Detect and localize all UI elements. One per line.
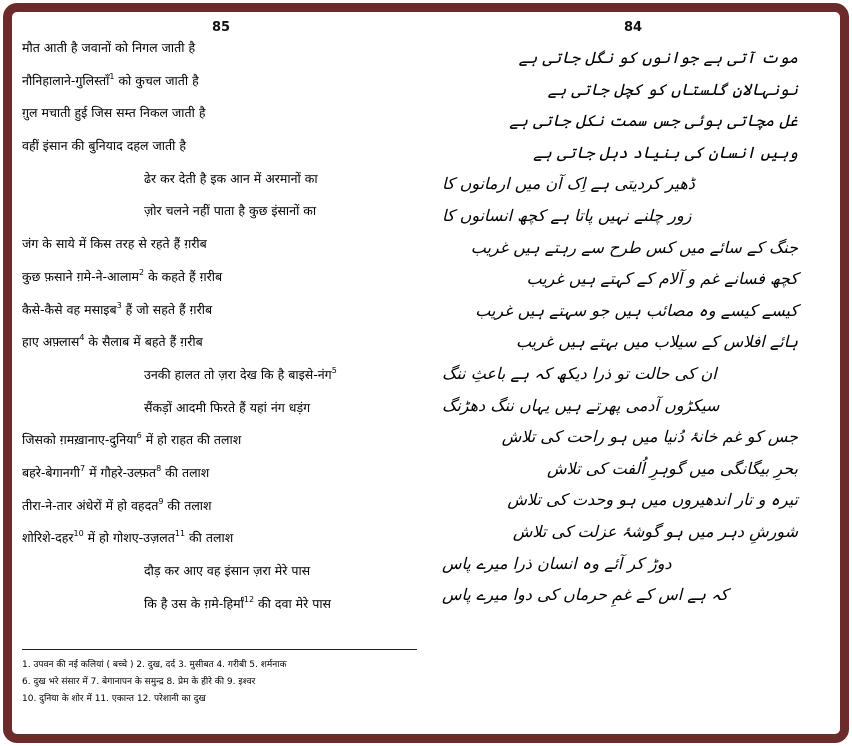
book-spread-frame: [3, 3, 849, 743]
hindi-line-text: में हो राहत की तलाश: [141, 432, 242, 448]
hindi-line-text: नौनिहालाने-गुलिस्ताँ: [22, 72, 110, 88]
hindi-line: [22, 588, 432, 621]
right-page-number: 84: [624, 20, 643, 35]
urdu-line: وہیں انسان کی بنیاد دہل جاتی ہے: [533, 142, 798, 162]
hindi-line: [22, 326, 432, 359]
urdu-line: موت آتی ہے جوانوں کو نگل جاتی ہے: [518, 48, 798, 67]
hindi-line-text: वहीं इंसान की बुनियाद दहल जाती है: [22, 138, 186, 154]
urdu-line: زور چلنے نہیں پاتا ہے کچھ انسانوں کا: [442, 205, 692, 225]
hindi-line-text: की तलाश: [185, 530, 234, 546]
hindi-line: [22, 522, 432, 555]
hindi-line-text: उनकी हालत तो ज़रा देख कि है बाइसे-नंग: [144, 366, 332, 382]
urdu-line: کہ ہے اس کے غمِ حرماں کی دوا میرے پاس: [442, 585, 729, 605]
urdu-line: کچھ فسانے غم و آلام کے کہتے ہیں غریب: [526, 269, 798, 289]
hindi-line-text: हैं जो सहते हैं ग़रीब: [121, 301, 213, 317]
hindi-line: [22, 261, 432, 294]
hindi-line: [22, 359, 432, 392]
footnote-marker: 1: [109, 71, 115, 81]
footnote-marker: 9: [158, 496, 164, 506]
footnote-marker: 7: [80, 463, 86, 473]
hindi-line: [22, 32, 432, 65]
hindi-line: [22, 65, 432, 98]
hindi-line-text: की तलाश: [161, 464, 210, 480]
hindi-poem-column: [22, 32, 432, 620]
urdu-line: ہائے افلاس کے سیلاب میں بہتے ہیں غریب: [515, 332, 798, 352]
urdu-poem-column: [442, 42, 798, 611]
urdu-line: ان کی حالت تو ذرا دیکھ کہ ہے باعثِ ننگ: [442, 363, 717, 383]
urdu-line: دوڑ کر آئے وہ انسان ذرا میرے پاس: [442, 553, 672, 573]
urdu-line: ڈھیر کردیتی ہے اِک آن میں ارمانوں کا: [442, 174, 695, 194]
urdu-line: کیسے کیسے وہ مصائب ہیں جو سہتے ہیں غریب: [475, 300, 798, 320]
hindi-line-text: ढेर कर देती है इक आन में अरमानों का: [144, 170, 318, 186]
hindi-line-text: तीरा-ने-तार अंधेरों में हो वहदत: [22, 497, 159, 513]
urdu-line: سیکڑوں آدمی پھرتے ہیں یہاں ننگ دھڑنگ: [442, 395, 720, 415]
hindi-line: [22, 228, 432, 261]
hindi-line: [22, 490, 432, 523]
footnote-marker: 12: [243, 594, 255, 604]
hindi-line-text: कुछ फ़साने ग़मे-ने-आलाम: [22, 268, 140, 284]
urdu-line: شورشِ دہر میں ہو گوشۂ عزلت کی تلاش: [512, 521, 798, 541]
hindi-line-text: ग़ुल मचाती हुई जिस सम्त निकल जाती है: [22, 105, 206, 121]
urdu-line: نونہالانِ گلستاں کو کچل جاتی ہے: [547, 79, 798, 99]
urdu-line: تیرہ و تار اندھیروں میں ہو وحدت کی تلاش: [507, 490, 798, 510]
hindi-line-text: को कुचल जाती है: [114, 72, 199, 88]
hindi-line-text: मौत आती है जवानों को निगल जाती है: [22, 40, 196, 55]
urdu-line: جنگ کے سائے میں کس طرح سے رہتے ہیں غریب: [470, 237, 798, 257]
hindi-line-text: में गौहरे-उल्फ़त: [85, 464, 157, 480]
hindi-line-text: दौड़ कर आए वह इंसान ज़रा मेरे पास: [144, 563, 311, 578]
footnotes-block: [22, 657, 432, 708]
hindi-line-text: कि है उस के ग़मे-हिर्मां: [144, 595, 244, 611]
footnote-marker: 5: [331, 365, 337, 375]
hindi-line: [22, 163, 432, 196]
hindi-line-text: सैंकड़ों आदमी फिरते हैं यहां नंग धड़ंग: [144, 399, 311, 415]
footnote-marker: 6: [136, 431, 142, 441]
footnote-marker: 11: [174, 529, 186, 539]
left-page-number: 85: [212, 20, 231, 35]
hindi-line: [22, 97, 432, 130]
hindi-line-text: शोरिशे-दहर: [22, 530, 74, 546]
hindi-line-text: कैसे-कैसे वह मसाइब: [22, 301, 117, 317]
hindi-line-text: जिसको ग़मख़ानाए-दुनिया: [22, 432, 137, 448]
hindi-line: [22, 555, 432, 588]
footnote-marker: 4: [79, 333, 85, 343]
hindi-line: [22, 294, 432, 327]
footnote-marker: 8: [156, 463, 162, 473]
hindi-line-text: के कहते हैं ग़रीब: [144, 268, 223, 284]
hindi-line-text: बहरे-बेगानगी: [22, 464, 81, 480]
footnote-line: 1. उपवन की नई कलियां ( बच्चे ) 2. दुख, दर्द 3. मुसीबत 4. गरीबी 5. शर्मनाक: [22, 660, 287, 670]
hindi-line-text: में हो गोशए-उज़लत: [83, 530, 175, 546]
footnote-divider: [22, 649, 417, 650]
hindi-line: [22, 130, 432, 163]
hindi-line-text: की दवा मेरे पास: [254, 595, 332, 611]
footnote-line: 10. दुनिया के शोर में 11. एकान्त 12. परेशानी का दुख: [22, 694, 206, 704]
urdu-line: بحرِ بیگانگی میں گوہرِ اُلفت کی تلاش: [546, 458, 798, 478]
hindi-line-text: ज़ोर चलने नहीं पाता है कुछ इंसानों का: [144, 203, 317, 219]
footnote-marker: 10: [73, 529, 84, 539]
hindi-line-text: जंग के साये में किस तरह से रहते हैं ग़रीब: [22, 236, 207, 252]
urdu-line: غل مچاتی ہوئی جس سمت نکل جاتی ہے: [509, 111, 798, 131]
hindi-line: [22, 424, 432, 457]
hindi-line: [22, 195, 432, 228]
footnote-marker: 3: [116, 300, 122, 310]
hindi-line-text: की तलाश: [163, 497, 212, 513]
hindi-line: [22, 392, 432, 425]
footnote-marker: 2: [139, 267, 145, 277]
hindi-line: [22, 457, 432, 490]
hindi-line-text: हाए अफ़्लास: [22, 334, 80, 350]
footnote-line: 6. दुख भरे संसार में 7. बेगानापन के समुन्द्र 8. प्रेम के हीरे की 9. इश्वर: [22, 677, 256, 687]
hindi-line-text: के सैलाब में बहते हैं ग़रीब: [84, 334, 203, 350]
urdu-line: جس کو غم خانۂ دُنیا میں ہو راحت کی تلاش: [501, 427, 798, 447]
